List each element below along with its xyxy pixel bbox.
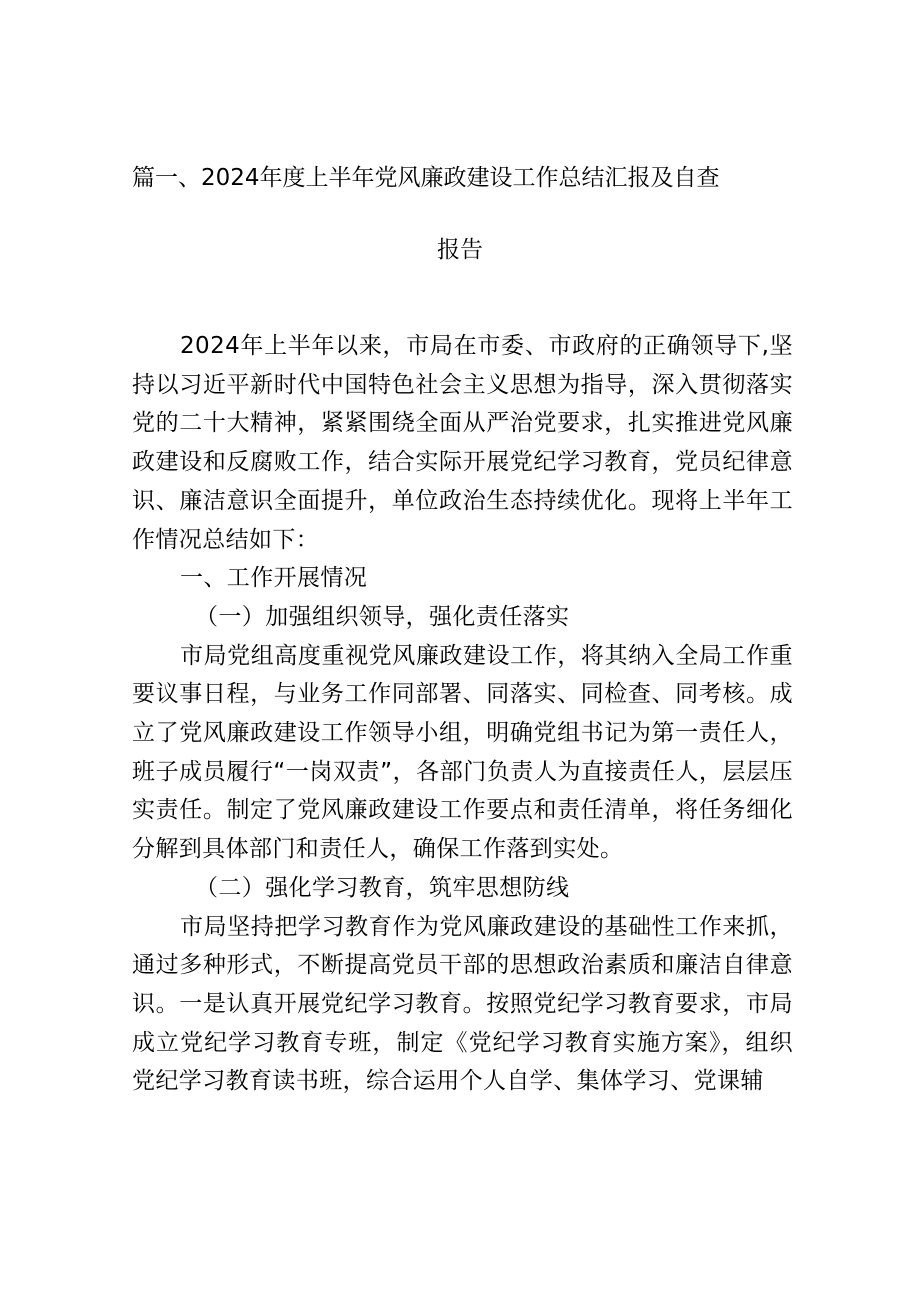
body-paragraph-2: 市局坚持把学习教育作为党风廉政建设的基础性工作来抓，通过多种形式，不断提高党员干部的思想政治素质和廉洁自律意识。一是认真开展党纪学习教育。按照党纪学习教育要求，市局成立党纪学习教育专班，制定《党纪学习教育实施方案》，组织党纪学习教育读书班，综合运用个人自学、集体学习、党课辅 [132, 913, 793, 1095]
intro-paragraph: 2024年上半年以来，市局在市委、市政府的正确领导下,坚持以习近平新时代中国特色社会主义思想为指导，深入贯彻落实党的二十大精神，紧紧围绕全面从严治党要求，扎实推进党风廉政建设和反腐败工作，结合实际开展党纪学习教育，党员纪律意识、廉洁意识全面提升，单位政治生态持续优化。现将上半年工作情况总结如下： [132, 333, 793, 553]
document-body [132, 327, 793, 1101]
section-heading: 一、工作开展情况 [180, 565, 368, 592]
subsection-heading-2: （二）强化学习教育，筑牢思想防线 [195, 874, 570, 901]
subsection-heading-1: （一）加强组织领导，强化责任落实 [195, 603, 570, 630]
document-title-continued: 报告 [437, 237, 483, 263]
document-title: 篇一、2024年度上半年党风廉政建设工作总结汇报及自查 [132, 165, 720, 191]
body-paragraph-1: 市局党组高度重视党风廉政建设工作，将其纳入全局工作重要议事日程，与业务工作同部署、同落实、同检查、同考核。成立了党风廉政建设工作领导小组，明确党组书记为第一责任人，班子成员履行“一岗双责”，各部门负责人为直接责任人，层层压实责任。制定了党风廉政建设工作要点和责任清单，将任务细化分解到具体部门和责任人，确保工作落到实处。 [132, 642, 793, 863]
